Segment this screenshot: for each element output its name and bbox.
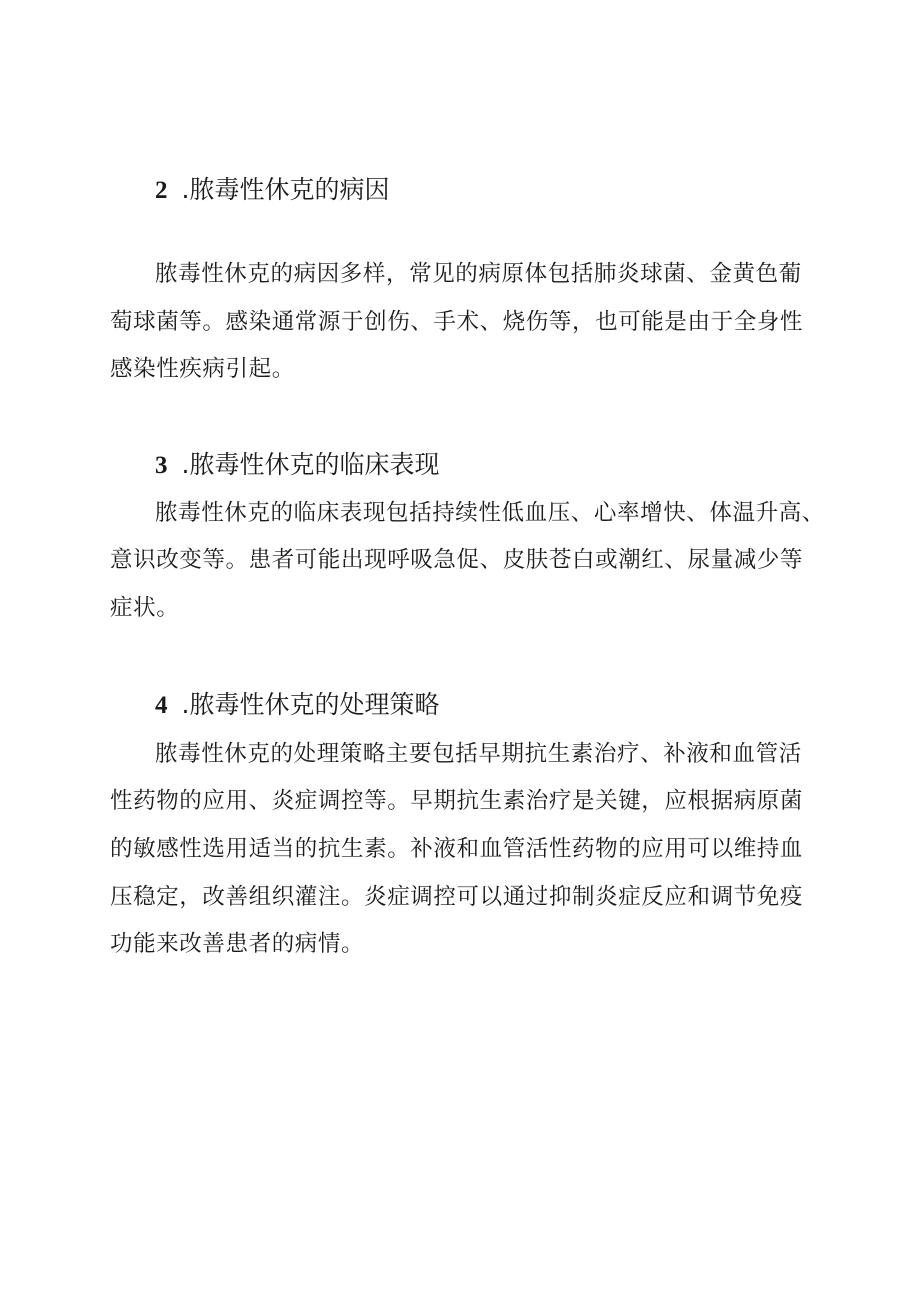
paragraph-line: 感染性疾病引起。: [110, 356, 295, 382]
paragraph-line: 脓毒性休克的病因多样，常见的病原体包括肺炎球菌、金黄色葡: [155, 261, 802, 287]
section-number: 2: [155, 177, 168, 204]
section-title: .脓毒性休克的临床表现: [181, 450, 440, 479]
paragraph-line: 功能来改善患者的病情。: [110, 931, 365, 957]
section-heading: [155, 689, 439, 722]
paragraph-line: 症状。: [110, 595, 180, 621]
section-title: .脓毒性休克的处理策略: [181, 690, 440, 719]
section-heading: [155, 449, 439, 482]
section-number: 3: [155, 452, 168, 479]
paragraph-line: 脓毒性休克的处理策略主要包括早期抗生素治疗、补液和血管活: [155, 741, 802, 767]
section-title: .脓毒性休克的病因: [181, 175, 390, 204]
paragraph-line: 脓毒性休克的临床表现包括持续性低血压、心率增快、体温升高、: [155, 500, 825, 526]
section-number: 4: [155, 692, 168, 719]
section-heading: [155, 174, 389, 207]
paragraph-line: 性药物的应用、炎症调控等。早期抗生素治疗是关键，应根据病原菌: [110, 788, 804, 814]
paragraph-line: 的敏感性选用适当的抗生素。补液和血管活性药物的应用可以维持血: [110, 836, 804, 862]
paragraph-line: 压稳定，改善组织灌注。炎症调控可以通过抑制炎症反应和调节免疫: [110, 884, 804, 910]
paragraph-line: 意识改变等。患者可能出现呼吸急促、皮肤苍白或潮红、尿量减少等: [110, 547, 804, 573]
paragraph-line: 萄球菌等。感染通常源于创伤、手术、烧伤等，也可能是由于全身性: [110, 309, 804, 335]
